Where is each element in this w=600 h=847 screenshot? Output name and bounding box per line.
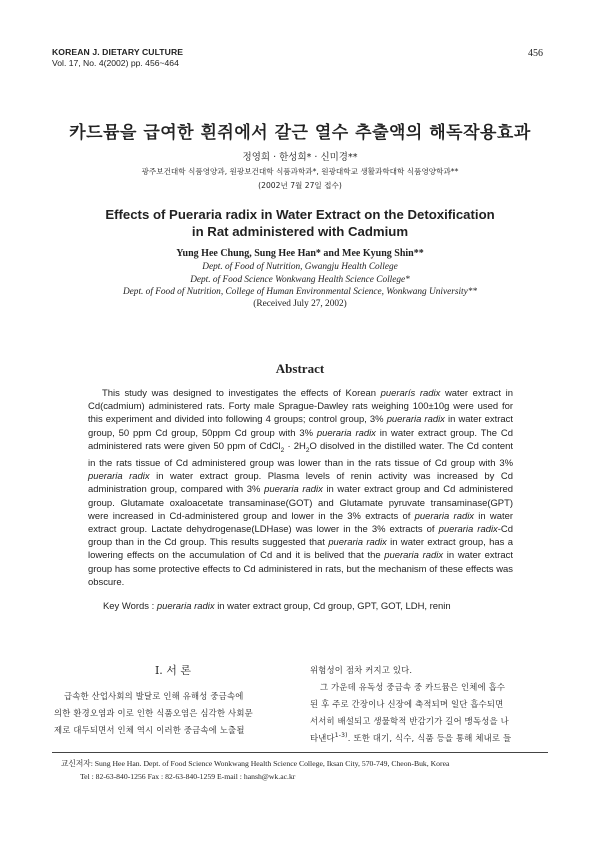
abstract-body: This study was designed to investigates the effects of Korean puerarís radix water extract in Cd(cadmium) administered rats. Forty male Sprague-Dawley rats weighing 100±10g were used for this experiment and divided into following 4 groups; control group, 3% pueraria radix in water extract group, 50 ppm Cd group, 50ppm Cd group with 3% pueraria radix in water extract group. The Cd administered rats were given 50 ppm of CdCl$_2$ · $2H_2O$ disolved in the distilled water. The Cd content in the rats tissue of Cd administered group was lower than in the rats tissue of Cd group with 3% pueraria radix in water extract group. Plasma levels of renin activity was increased by Cd administration group, compared with 3% pueraria radix in water extract group and Cd administered group. Glutamate oxaloacetate transaminase(GOT) and Glutamate pyruvate transaminase(GPT) were increased in Cd-administered group and lower in the 3% extracts of pueraria radix in water extract group. Lactate dehydrogenase(LDHase) was lower in the 3% extracts of pueraria radix-Cd group than in the Cd group. This results suggested that pueraria radix in water extract group, has a lowering effects on the accumulation of Cd and it is belived that the pueraria radix in water extract group has some protective effects to Cd administered in rats, but the mechanism of these effects was obscure. [88,388,514,588]
intro-left-line-2: 의한 환경오염과 이로 인한 식품오염은 심각한 사회문 [54,708,253,718]
keywords-list: in water extract group, Cd group, GPT, GOT, LDH, renin [214,601,451,612]
english-title-line-2: in Rat administered with Cadmium [191,224,409,239]
footnote-divider [52,752,548,753]
footnote-contact: Tel : 82-63-840-1256 Fax : 82-63-840-1259 E-mail : hansh@wk.ac.kr [80,772,296,781]
journal-name: KOREAN J. DIETARY CULTURE [52,47,184,57]
korean-authors: 정영희 · 한성희* · 신미경** [242,152,358,163]
korean-received-date: (2002년 7월 27일 접수) [258,181,342,190]
english-affiliation-1: Dept. of Food of Nutrition, Gwangju Health College [202,262,398,272]
footnote-correspondence: 교신저자: Sung Hee Han. Dept. of Food Science Wonkwang Health Science College, Iksan City, 570-749, Cheon-Buk, Korea [61,759,450,768]
english-title-line-1: Effects of Pueraria radix in Water Extract on the Detoxification [105,207,495,222]
keywords [103,601,451,612]
intro-right-line-2: 그 가운데 유독성 중금속 중 카드뮴은 인체에 흡수 [320,682,506,692]
intro-left-line-1: 급속한 산업사회의 발달로 인해 유해성 중금속에 [64,691,244,701]
intro-right-line-3: 된 후 주로 간장이나 신장에 축적되며 일단 흡수되면 [310,699,504,709]
page-number: 456 [528,48,543,59]
korean-title: 카드뮴을 급여한 흰쥐에서 갈근 열수 추출액의 해독작용효과 [69,123,531,143]
intro-right-line-5: 타낸다$^{1-3)}$. 또한 대기, 식수, 식품 등을 통해 체내로 들 [310,732,512,743]
intro-right-line-4: 서서히 배설되고 생물학적 반감기가 길어 맹독성을 나 [310,716,509,726]
english-affiliation-2: Dept. of Food Science Wonkwang Health Science College* [190,275,410,285]
intro-left-line-3: 제로 대두되면서 인체 역시 이러한 중금속에 노출될 [54,725,245,735]
keywords-label: Key Words : [103,601,157,612]
english-received-date: (Received July 27, 2002) [253,299,347,309]
keywords-italic: pueraria radix [156,601,215,612]
citation-superscript: 1-3) [334,732,348,740]
abstract-heading: Abstract [275,361,325,376]
korean-affiliations: 광주보건대학 식품영양과, 원광보건대학 식품과학과*, 원광대학교 생활과학대학 식품영양학과** [141,167,459,176]
english-affiliation-3: Dept. of Food of Nutrition, College of Human Environmental Science, Wonkwang University** [122,287,478,297]
volume-info: Vol. 17, No. 4(2002) pp. 456~464 [52,58,179,68]
english-authors: Yung Hee Chung, Sung Hee Han* and Mee Kyung Shin** [176,248,424,259]
intro-right-line-1: 위험성이 점차 커지고 있다. [310,665,413,675]
section-heading-introduction: I. 서 론 [154,664,192,677]
